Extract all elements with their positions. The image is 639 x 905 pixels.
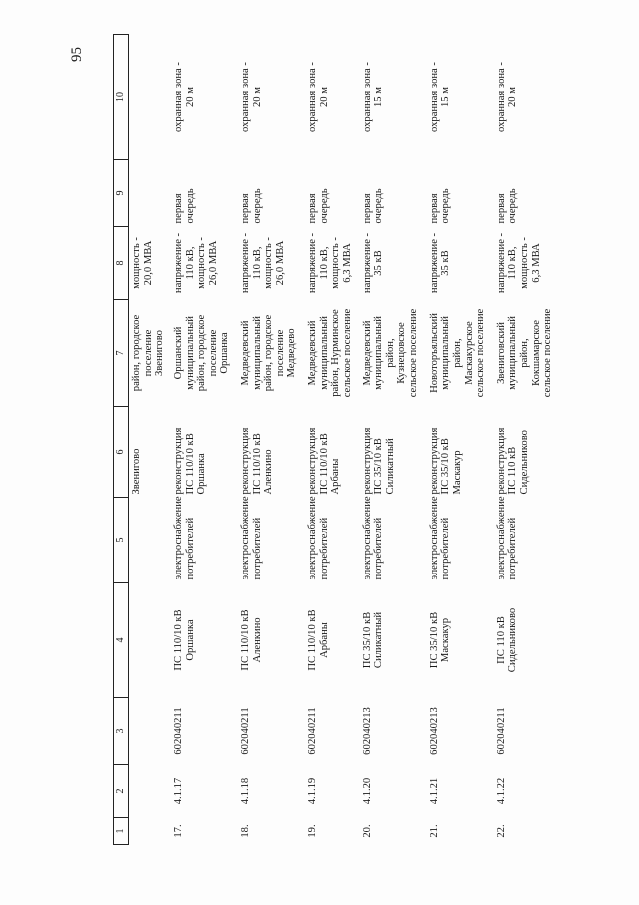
cell-object-id [171,698,238,765]
object-id-text: 602040211 [495,707,507,755]
column-number-8: 8 [114,227,129,300]
object-location-text: Звениговский муниципальный район, Кокшамарское сельское поселение [495,308,554,398]
cell-object-id [238,698,305,765]
row-number-text: 18. [240,824,252,838]
planned-action-text: Звенигово [131,448,142,495]
restricted-zone-text: охранная зона - 20 м [240,62,263,132]
restricted-zone-text: охранная зона - 20 м [307,62,330,132]
planned-action-text: реконструкция ПС 110/10 кВ Оршанка [173,427,208,495]
column-number-6: 6 [114,407,129,498]
facilities-table [113,34,561,845]
cell-implementation-stage [305,160,360,227]
cell-item-code [129,765,172,818]
table-row [427,35,494,845]
cell-row-number [129,818,172,845]
cell-object-parameters [305,227,360,300]
cell-object-purpose [427,498,494,583]
cell-object-name [305,583,360,698]
cell-object-location [305,300,360,407]
page-number: 95 [69,47,85,62]
cell-restricted-zone [238,35,305,160]
cell-row-number [305,818,360,845]
restricted-zone-text: охранная зона - 20 м [495,62,519,132]
cell-row-number [238,818,305,845]
rotated-table-frame [113,62,561,845]
restricted-zone-text: охранная зона - 20 м [173,62,196,132]
object-purpose-text: электроснабжение потребителей [495,496,519,580]
object-location-text: Оршанский муниципальный район, городское поселение Оршанка [173,314,231,392]
cell-object-name [494,583,561,698]
cell-object-location [427,300,494,407]
cell-object-parameters [238,227,305,300]
item-code-text: 4.1.22 [495,777,507,805]
object-parameters-text: мощность - 20,0 МВА [131,237,154,289]
object-parameters-text: напряжение - 110 кВ, мощность - 26,0 МВА [173,232,219,294]
column-number-10: 10 [114,35,129,160]
object-location-text: Медведевский муниципальный район, Нурминское сельское поселение [307,308,353,398]
object-name-text: ПС 110/10 кВ Аленкино [240,609,263,671]
cell-planned-action [360,407,427,498]
object-parameters-text: напряжение - 35 кВ [361,232,385,294]
implementation-stage-text: первая очередь [428,188,452,224]
row-number-text: 21. [428,824,440,838]
cell-object-name [427,583,494,698]
cell-implementation-stage [360,160,427,227]
cell-object-parameters [129,227,172,300]
object-parameters-text: напряжение - 110 кВ, мощность - 6,3 МВА [307,232,353,294]
column-number-9: 9 [114,160,129,227]
object-location-text: Новоторъяльский муниципальный район, Маскакурское сельское поселение [428,308,487,398]
object-location-text: Медведевский муниципальный район, городское поселение Медведево [240,314,298,392]
object-purpose-text: электроснабжение потребителей [173,496,196,580]
table-row [494,35,561,845]
object-purpose-text: электроснабжение потребителей [307,496,330,580]
object-location-text: Медведевский муниципальный район, Кузнецовское сельское поселение [361,308,420,398]
cell-object-location [238,300,305,407]
object-parameters-text: напряжение - 110 кВ, мощность - 6,3 МВА [495,232,542,294]
table-row [238,35,305,845]
cell-object-location [171,300,238,407]
column-number-2: 2 [114,765,129,818]
object-id-text: 602040211 [240,707,252,755]
table-body [129,35,562,845]
item-code-text: 4.1.19 [307,777,319,805]
object-name-text: ПС 35/10 кВ Маскакур [428,611,452,669]
cell-object-purpose [171,498,238,583]
cell-implementation-stage [494,160,561,227]
cell-restricted-zone [129,35,172,160]
cell-item-code [427,765,494,818]
cell-object-purpose [360,498,427,583]
cell-object-name [129,583,172,698]
cell-object-name [360,583,427,698]
object-purpose-text: электроснабжение потребителей [428,496,452,580]
cell-object-parameters [427,227,494,300]
cell-item-code [171,765,238,818]
cell-restricted-zone [360,35,427,160]
cell-restricted-zone [427,35,494,160]
object-location-text: район, городское поселение Звенигово [131,314,166,392]
cell-object-id [360,698,427,765]
implementation-stage-text: первая очередь [361,188,385,224]
table-row [171,35,238,845]
cell-restricted-zone [305,35,360,160]
cell-object-location [129,300,172,407]
row-number-text: 19. [307,824,319,838]
object-id-text: 602040213 [361,707,373,755]
object-name-text: ПС 35/10 кВ Силикатный [361,611,385,669]
planned-action-text: реконструкция ПС 110/10 кВ Арбаны [307,427,342,495]
cell-planned-action [427,407,494,498]
cell-planned-action [238,407,305,498]
cell-object-name [171,583,238,698]
cell-restricted-zone [171,35,238,160]
cell-implementation-stage [238,160,305,227]
object-id-text: 602040211 [307,707,319,755]
planned-action-text: реконструкция ПС 35/10 кВ Силикатный [361,427,396,495]
cell-item-code [305,765,360,818]
item-code-text: 4.1.20 [361,777,373,805]
cell-item-code [238,765,305,818]
cell-planned-action [494,407,561,498]
cell-object-id [305,698,360,765]
planned-action-text: реконструкция ПС 110/10 кВ Аленкино [240,427,275,495]
implementation-stage-text: первая очередь [307,188,330,224]
cell-row-number [360,818,427,845]
cell-object-id [427,698,494,765]
cell-object-location [360,300,427,407]
object-parameters-text: напряжение - 35 кВ [428,232,452,294]
object-name-text: ПС 110/10 кВ Оршанка [173,609,196,671]
cell-object-purpose [238,498,305,583]
cell-object-id [494,698,561,765]
item-code-text: 4.1.17 [173,777,185,805]
cell-object-location [494,300,561,407]
cell-object-purpose [494,498,561,583]
object-purpose-text: электроснабжение потребителей [361,496,385,580]
object-name-text: ПС 110/10 кВ Арбаны [307,609,330,671]
cell-row-number [171,818,238,845]
cell-object-id [129,698,172,765]
planned-action-text: реконструкция ПС 35/10 кВ Маскакур [428,427,463,495]
cell-row-number [427,818,494,845]
cell-object-parameters [171,227,238,300]
column-number-1: 1 [114,818,129,845]
item-code-text: 4.1.18 [240,777,252,805]
row-number-text: 20. [361,824,373,838]
cell-restricted-zone [494,35,561,160]
cell-item-code [360,765,427,818]
implementation-stage-text: первая очередь [495,188,519,224]
implementation-stage-text: первая очередь [173,188,196,224]
cell-item-code [494,765,561,818]
table-row [129,35,172,845]
planned-action-text: реконструкция ПС 110 кВ Сидельниково [495,427,531,495]
cell-implementation-stage [129,160,172,227]
cell-object-purpose [129,498,172,583]
table-row [360,35,427,845]
column-number-3: 3 [114,698,129,765]
column-number-4: 4 [114,583,129,698]
object-id-text: 602040213 [428,707,440,755]
implementation-stage-text: первая очередь [240,188,263,224]
column-number-5: 5 [114,498,129,583]
column-number-row [114,35,129,845]
row-number-text: 17. [173,824,185,838]
object-id-text: 602040211 [173,707,185,755]
restricted-zone-text: охранная зона - 15 м [361,62,385,132]
column-number-7: 7 [114,300,129,407]
object-purpose-text: электроснабжение потребителей [240,496,263,580]
object-name-text: ПС 110 кВ Сидельниково [495,607,519,673]
cell-implementation-stage [427,160,494,227]
cell-implementation-stage [171,160,238,227]
cell-object-name [238,583,305,698]
cell-object-purpose [305,498,360,583]
cell-object-parameters [494,227,561,300]
cell-planned-action [305,407,360,498]
row-number-text: 22. [495,824,507,838]
item-code-text: 4.1.21 [428,777,440,805]
table-row [305,35,360,845]
object-parameters-text: напряжение - 110 кВ, мощность - 26,0 МВА [240,232,286,294]
cell-object-parameters [360,227,427,300]
restricted-zone-text: охранная зона - 15 м [428,62,452,132]
cell-planned-action [129,407,172,498]
cell-planned-action [171,407,238,498]
cell-row-number [494,818,561,845]
